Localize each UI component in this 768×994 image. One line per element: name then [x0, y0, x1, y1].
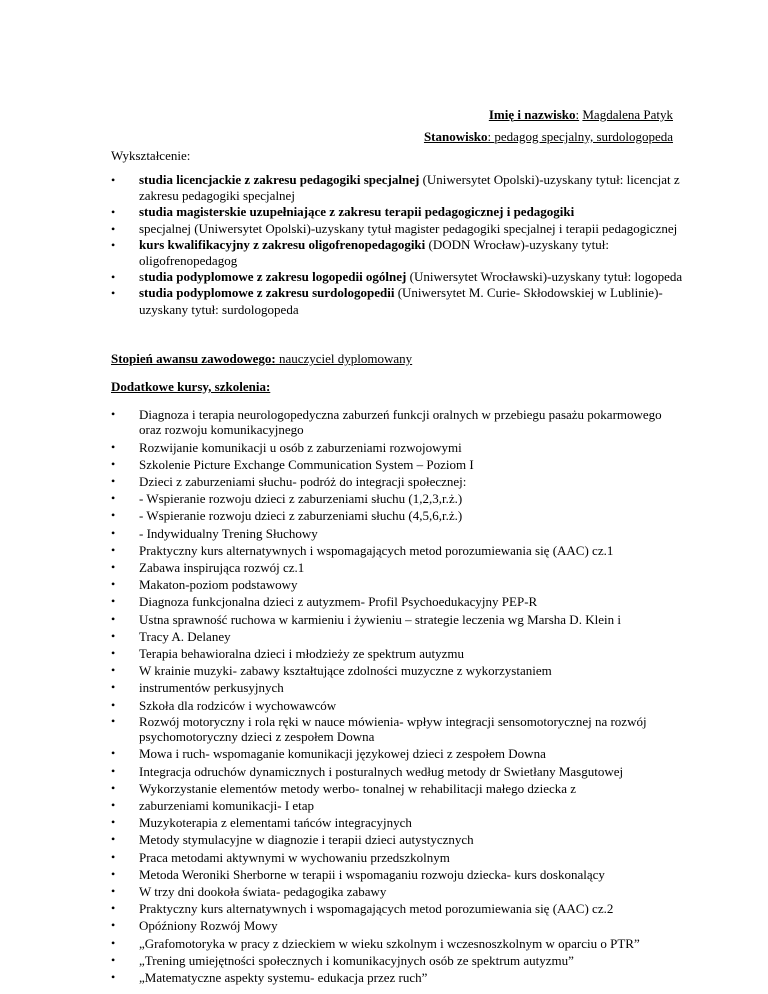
course-item: • Opóźniony Rozwój Mowy	[111, 917, 686, 934]
course-item: • „Grafomotoryka w pracy z dzieckiem w wieku szkolnym i wczesnoszkolnym w oparciu o PTR”	[111, 935, 686, 952]
course-item: • Rozwój motoryczny i rola ręki w nauce mówienia- wpływ integracji sensomotorycznej na rozwój psychomotoryczny dzieci z zespołem Downa	[111, 714, 686, 745]
course-item: • W trzy dni dookoła świata- pedagogika zabawy	[111, 883, 686, 900]
course-item: • W krainie muzyki- zabawy kształtujące zdolności muzyczne z wykorzystaniem	[111, 662, 686, 679]
list-item: • studia podyplomowe z zakresu logopedii ogólnej (Uniwersytet Wrocławski)-uzyskany tytuł: logopeda	[111, 269, 686, 285]
education-list	[111, 172, 686, 318]
course-item: • Metoda Weroniki Sherborne w terapii i wspomaganiu rozwoju dziecka- kurs doskonalący	[111, 866, 686, 883]
course-item: • „Trening umiejętności społecznych i komunikacyjnych osób ze spektrum autyzmu”	[111, 952, 686, 969]
promotion-value: nauczyciel dyplomowany	[275, 351, 413, 366]
course-item: • Szkoła dla rodziców i wychowawców	[111, 697, 686, 714]
course-item: • Wykorzystanie elementów metody werbo- tonalnej w rehabilitacji małego dziecka z	[111, 780, 686, 797]
name-value: Magdalena Patyk	[582, 107, 673, 122]
course-item: • Praktyczny kurs alternatywnych i wspomagających metod porozumiewania się (AAC) cz.2	[111, 900, 686, 917]
course-item: • - Wspieranie rozwoju dzieci z zaburzeniami słuchu (4,5,6,r.ż.)	[111, 507, 686, 524]
course-item: • Ustna sprawność ruchowa w karmieniu i żywieniu – strategie leczenia wg Marsha D. Klein i	[111, 611, 686, 628]
course-item: • Dzieci z zaburzeniami słuchu- podróż do integracji społecznej:	[111, 473, 686, 490]
list-item: • specjalnej (Uniwersytet Opolski)-uzyskany tytuł magister pedagogiki specjalnej i terapii pedagogicznej	[111, 221, 686, 237]
course-item: • Tracy A. Delaney	[111, 628, 686, 645]
course-item: • Praktyczny kurs alternatywnych i wspomagających metod porozumiewania się (AAC) cz.1	[111, 542, 686, 559]
education-heading: Wykształcenie:	[111, 148, 191, 163]
course-item: • Metody stymulacyjne w diagnozie i terapii dzieci autystycznych	[111, 831, 686, 848]
courses-list	[111, 407, 686, 986]
name-label: Imię i nazwisko	[488, 107, 576, 122]
course-item: • „Matematyczne aspekty systemu- edukacja przez ruch”	[111, 969, 686, 986]
position-line: Stanowisko: pedagog specjalny, surdologopeda	[423, 129, 673, 144]
course-item: • Makaton-poziom podstawowy	[111, 576, 686, 593]
list-item: • studia podyplomowe z zakresu surdologopedii (Uniwersytet M. Curie- Skłodowskiej w Lublinie)-uzyskany tytuł: surdologopeda	[111, 285, 686, 317]
course-item: • Zabawa inspirująca rozwój cz.1	[111, 559, 686, 576]
course-item: • Szkolenie Picture Exchange Communication System – Poziom I	[111, 456, 686, 473]
course-item: • instrumentów perkusyjnych	[111, 679, 686, 696]
course-item: • - Indywidualny Trening Słuchowy	[111, 525, 686, 542]
course-item: • Diagnoza funkcjonalna dzieci z autyzmem- Profil Psychoedukacyjny PEP-R	[111, 593, 686, 610]
course-item: • Praca metodami aktywnymi w wychowaniu przedszkolnym	[111, 849, 686, 866]
promotion-label: Stopień awansu zawodowego:	[111, 351, 276, 366]
course-item: • Diagnoza i terapia neurologopedyczna zaburzeń funkcji oralnych w przebiegu pasażu pokarmowego oraz rozwoju komunikacyjnego	[111, 407, 686, 438]
course-item: • zaburzeniami komunikacji- I etap	[111, 797, 686, 814]
list-item: • studia licencjackie z zakresu pedagogiki specjalnej (Uniwersytet Opolski)-uzyskany tytuł: licencjat z zakresu pedagogiki specjalnej	[111, 172, 686, 204]
list-item: • studia magisterskie uzupełniające z zakresu terapii pedagogicznej i pedagogiki	[111, 204, 686, 220]
list-item: • kurs kwalifikacyjny z zakresu oligofrenopedagogiki (DODN Wrocław)-uzyskany tytuł: oligofrenopedagog	[111, 237, 686, 269]
course-item: • Rozwijanie komunikacji u osób z zaburzeniami rozwojowymi	[111, 439, 686, 456]
position-label: Stanowisko	[423, 129, 488, 144]
position-value: pedagog specjalny, surdologopeda	[494, 129, 673, 144]
course-item: • Muzykoterapia z elementami tańców integracyjnych	[111, 814, 686, 831]
courses-heading: Dodatkowe kursy, szkolenia:	[111, 379, 271, 394]
name-line: Imię i nazwisko: Magdalena Patyk	[488, 107, 673, 122]
course-item: • Integracja odruchów dynamicznych i posturalnych według metody dr Swietłany Masgutowej	[111, 763, 686, 780]
course-item: • - Wspieranie rozwoju dzieci z zaburzeniami słuchu (1,2,3,r.ż.)	[111, 490, 686, 507]
promotion-line	[111, 351, 412, 367]
course-item: • Terapia behawioralna dzieci i młodzieży ze spektrum autyzmu	[111, 645, 686, 662]
course-item: • Mowa i ruch- wspomaganie komunikacji językowej dzieci z zespołem Downa	[111, 745, 686, 762]
